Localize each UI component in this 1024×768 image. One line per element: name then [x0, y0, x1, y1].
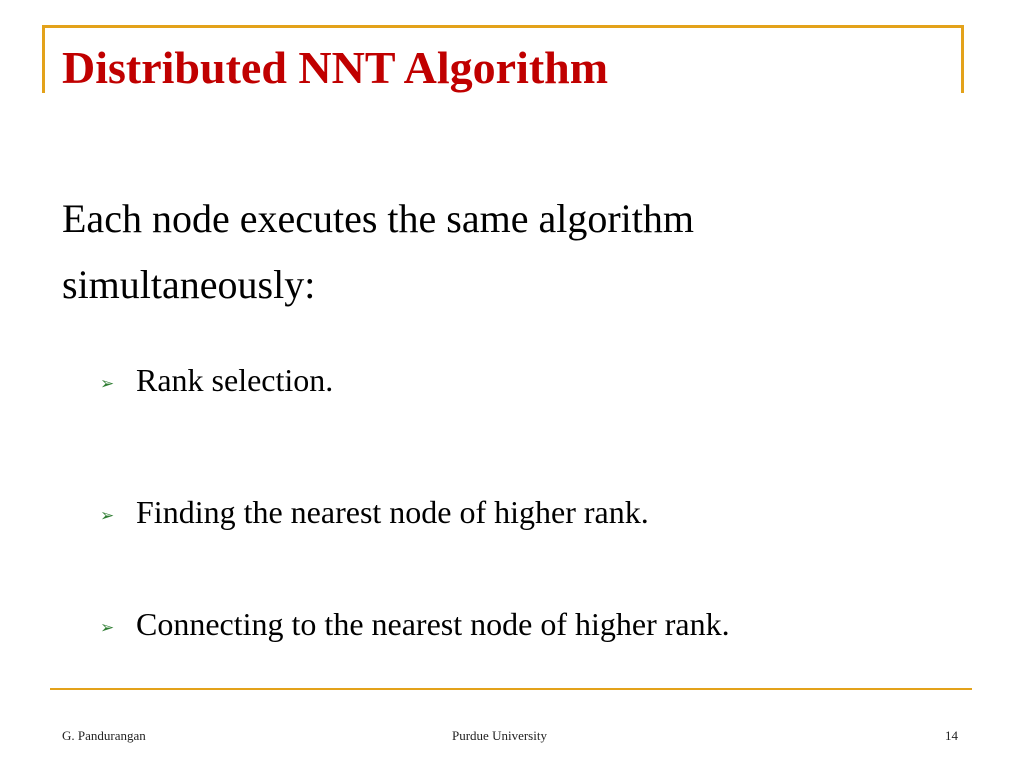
bullet-item	[100, 494, 649, 531]
bullet-text: Connecting to the nearest node of higher rank.	[136, 606, 730, 642]
arrow-bullet-icon: ➢	[100, 374, 115, 394]
bullet-text: Finding the nearest node of higher rank.	[136, 494, 649, 530]
frame-top-border	[42, 25, 964, 28]
footer-institution: Purdue University	[452, 728, 547, 743]
bullet-item	[100, 362, 333, 399]
footer-author: G. Pandurangan	[62, 728, 146, 743]
bullet-text: Rank selection.	[136, 362, 334, 398]
frame-right-border	[961, 25, 964, 93]
lead-text: Each node executes the same algorithm simultaneously:	[62, 196, 694, 307]
arrow-bullet-icon: ➢	[100, 506, 115, 526]
frame-left-border	[42, 25, 45, 93]
bullet-item	[100, 606, 730, 643]
page-number: 14	[945, 728, 958, 743]
arrow-bullet-icon: ➢	[100, 618, 115, 638]
slide-title: Distributed NNT Algorithm	[62, 42, 609, 93]
footer-divider	[50, 688, 972, 690]
